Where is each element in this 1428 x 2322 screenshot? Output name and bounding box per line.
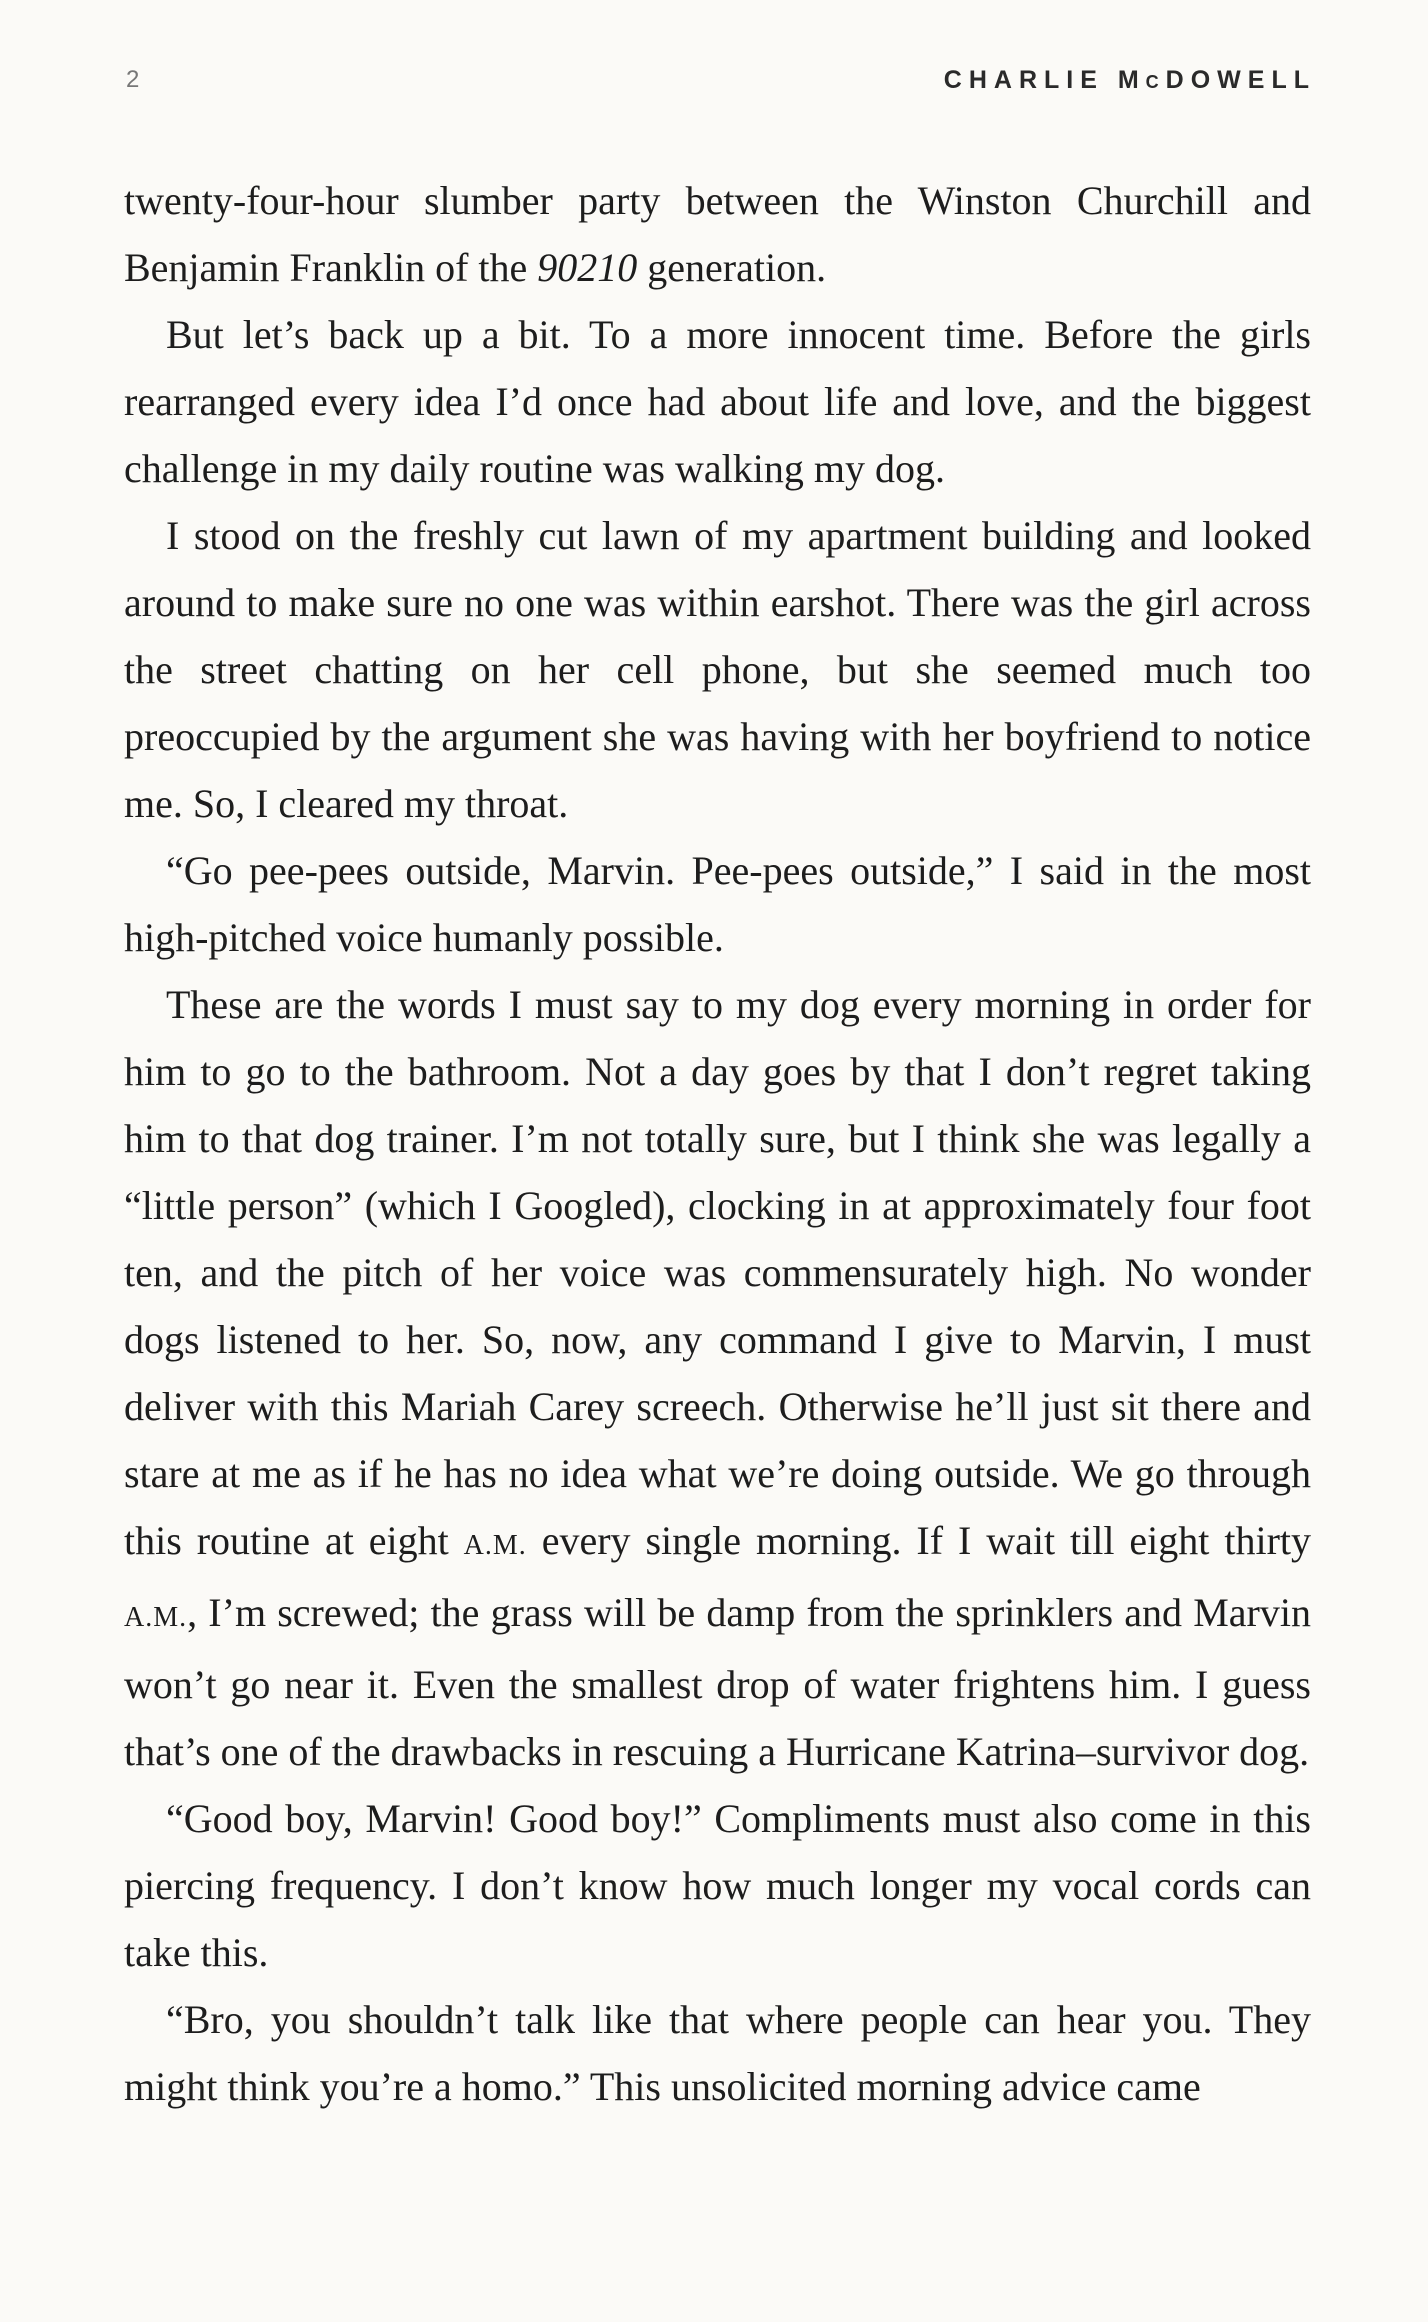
paragraph-7: “Bro, you shouldn’t talk like that where people can hear you. They might think you’re a homo.” This unsolicited morning advice came	[124, 1997, 1311, 2109]
paragraph-5-am-2: A.M.	[124, 1602, 188, 1633]
paragraph-5-text-b: every single morning. If I wait till eight thirty	[526, 1518, 1312, 1563]
paragraph-3: I stood on the freshly cut lawn of my apartment building and looked around to make sure no one was within earshot. There was the girl across the street chatting on her cell phone, but she seemed much too preoccupied by the argument she was having with her boyfriend to notice me. So, I cleared my throat.	[124, 513, 1311, 826]
body-text	[124, 167, 1311, 2120]
paragraph-5-text-a: These are the words I must say to my dog every morning in order for him to go to the bathroom. Not a day goes by that I don’t regret taking him to that dog trainer. I’m not totally sure, but I think she was legally a “little person” (which I Googled), clocking in at approximately four foot ten, and the pitch of her voice was commensurately high. No wonder dogs listened to her. So, now, any command I give to Marvin, I must deliver with this Mariah Carey screech. Otherwise he’ll just sit there and stare at me as if he has no idea what we’re doing outside. We go through this routine at eight	[124, 982, 1311, 1563]
paragraph-1-text-b: generation.	[637, 245, 827, 290]
paragraph-1	[124, 167, 1311, 301]
running-head-mc: C	[1145, 72, 1166, 92]
paragraph-5-am-1: A.M.	[463, 1530, 527, 1561]
paragraph-5-text-c: , I’m screwed; the grass will be damp from the sprinklers and Marvin won’t go near it. Even the smallest drop of water frightens him. I guess that’s one of the drawbacks in rescuing a Hurricane Katrina–survivor dog.	[124, 1590, 1311, 1774]
running-head	[944, 66, 1316, 95]
paragraph-5	[124, 971, 1311, 1785]
paragraph-2: But let’s back up a bit. To a more innocent time. Before the girls rearranged every idea I’d once had about life and love, and the biggest challenge in my daily routine was walking my dog.	[124, 312, 1311, 491]
paragraph-4: “Go pee-pees outside, Marvin. Pee-pees outside,” I said in the most high-pitched voice humanly possible.	[124, 848, 1311, 960]
paragraph-6: “Good boy, Marvin! Good boy!” Compliments must also come in this piercing frequency. I don’t know how much longer my vocal cords can take this.	[124, 1796, 1311, 1975]
paragraph-1-italic: 90210	[537, 245, 638, 290]
running-head-part1: CHARLIE M	[943, 66, 1146, 94]
paragraph-1-text-a: twenty-four-hour slumber party between the Winston Churchill and Benjamin Franklin of the	[124, 178, 1311, 290]
page-number: 2	[126, 66, 140, 93]
running-head-part2: DOWELL	[1165, 66, 1316, 94]
